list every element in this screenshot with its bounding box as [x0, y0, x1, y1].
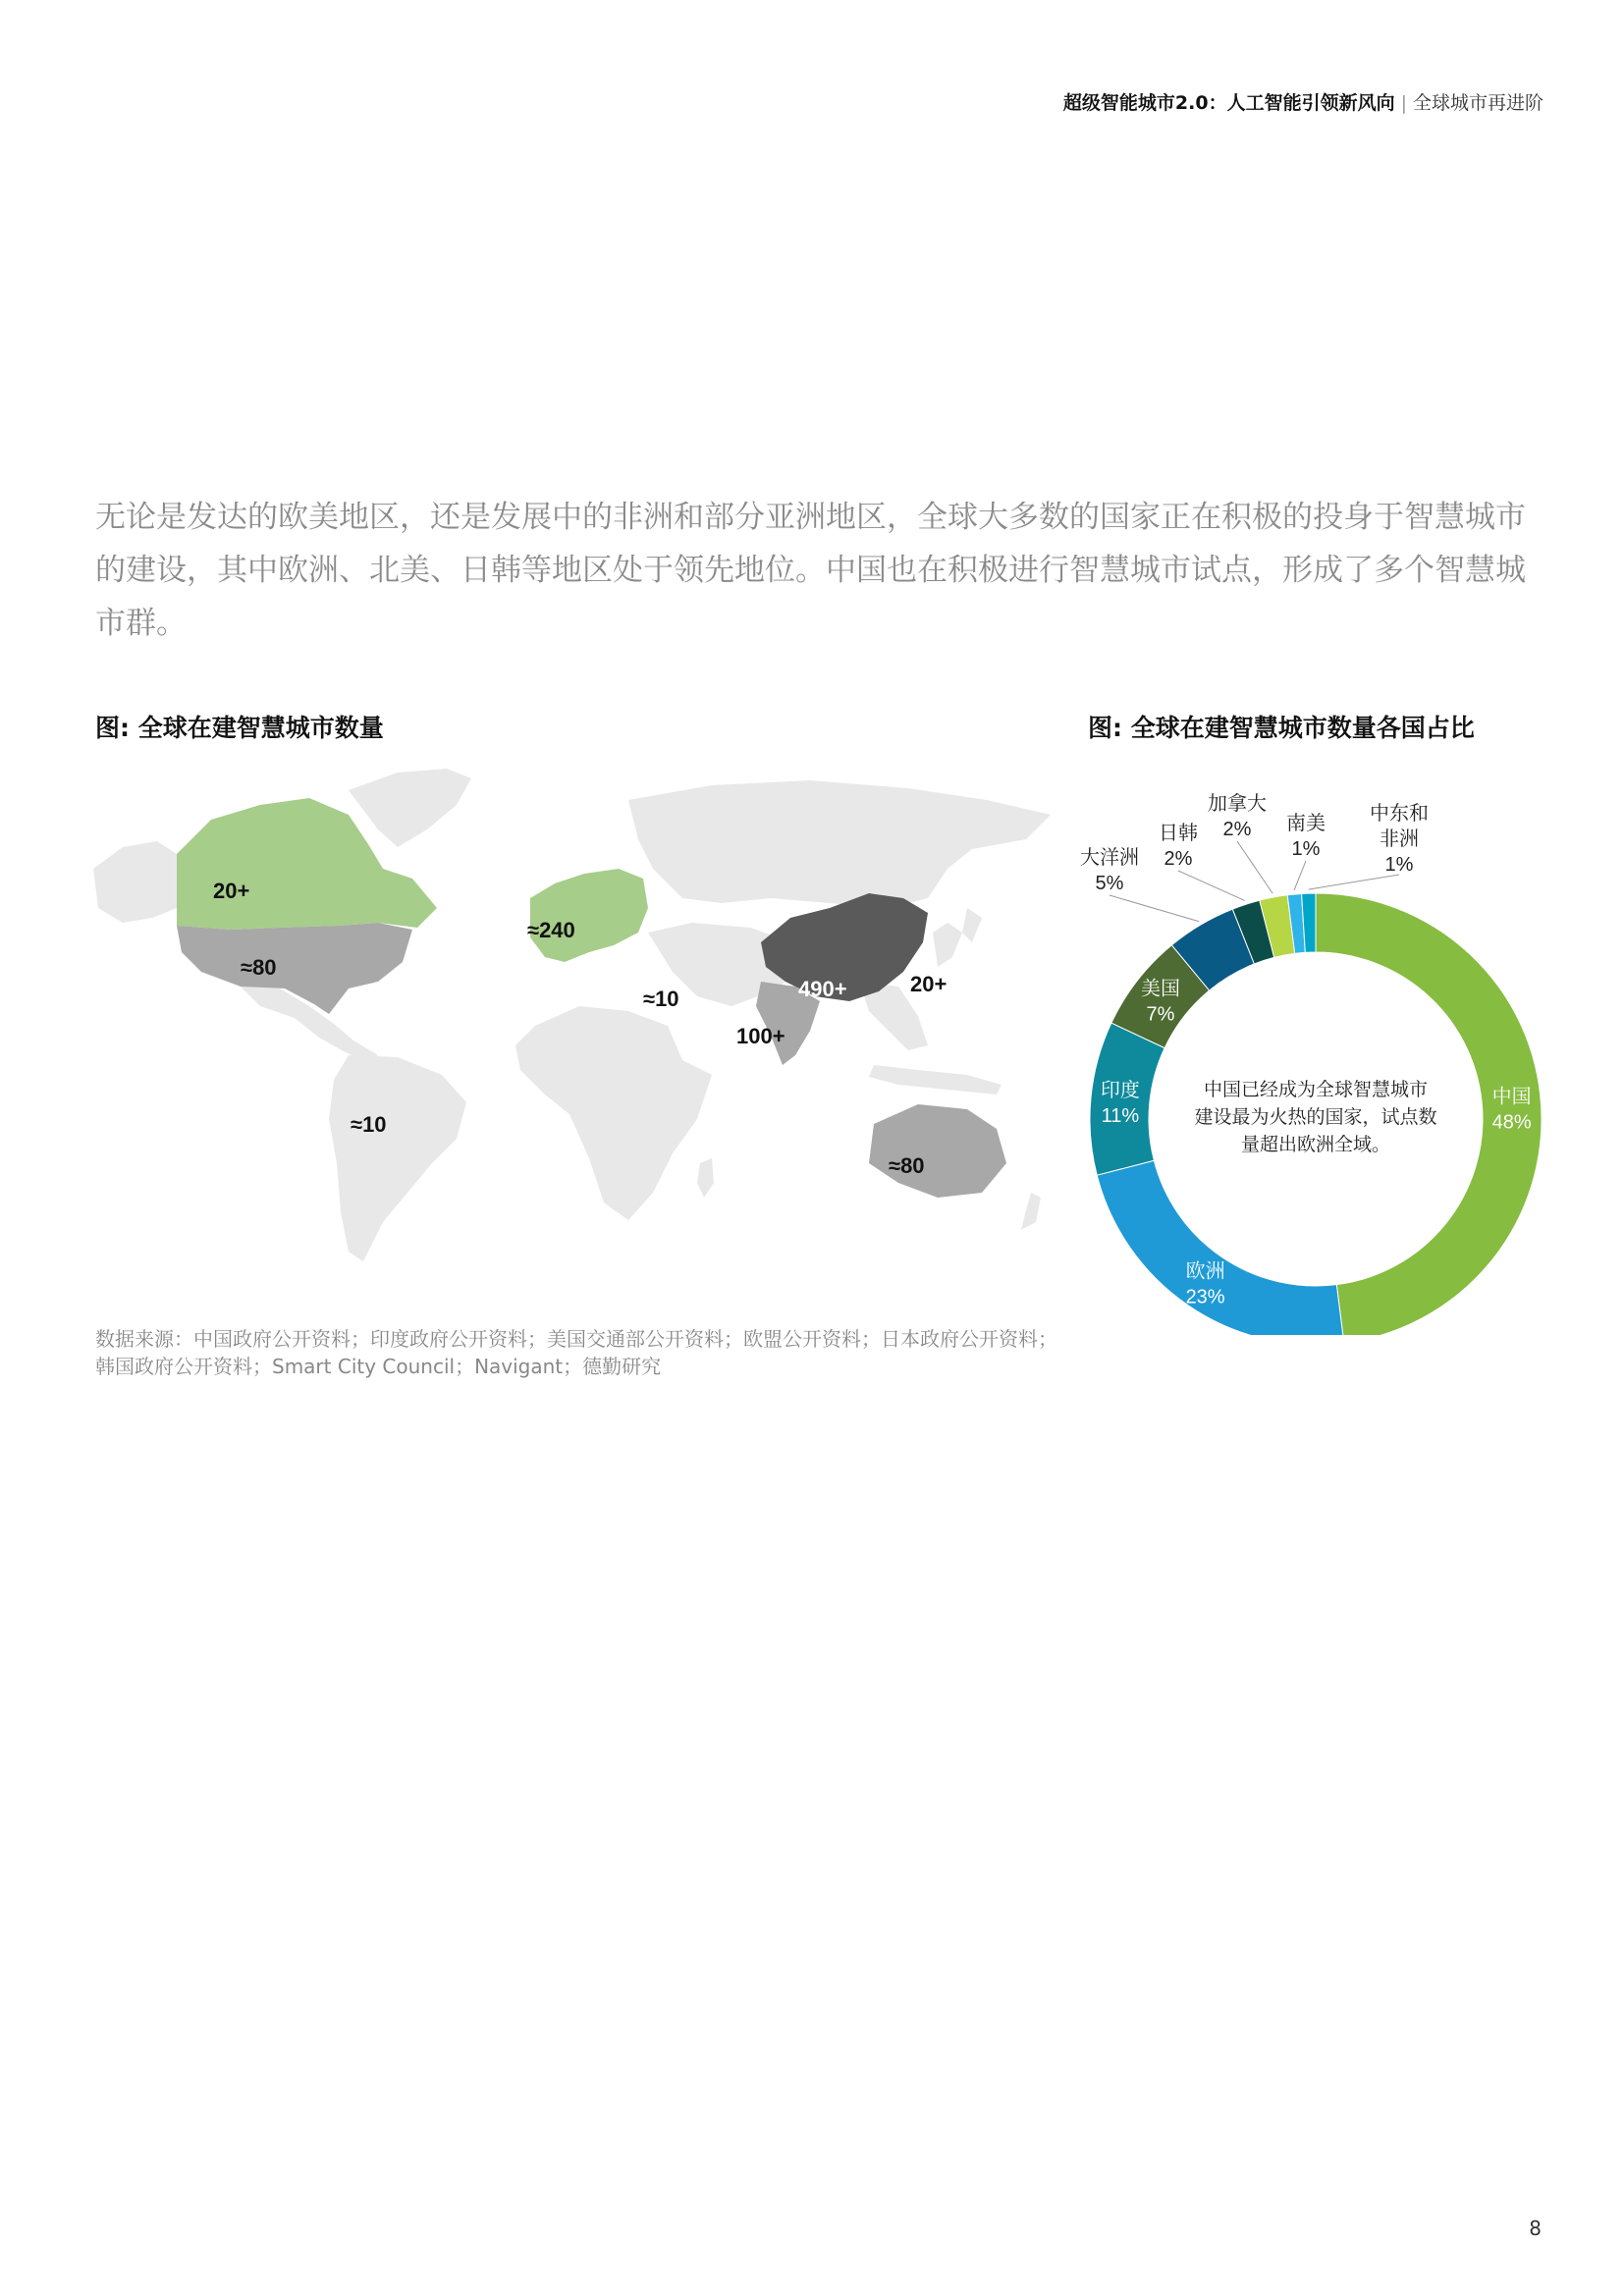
- map-label-australia: ≈80: [889, 1153, 925, 1178]
- donut-label: 印度 11%: [1100, 1080, 1140, 1128]
- donut-leader-line: [1178, 871, 1245, 900]
- australia-shape: [869, 1104, 1006, 1198]
- alaska-shape: [93, 841, 177, 923]
- world-map: [83, 761, 1075, 1276]
- donut-center-line-2: 建设最为火热的国家，试点数: [1194, 1107, 1437, 1128]
- header-section-title: 全球城市再进阶: [1412, 92, 1543, 114]
- donut-label: 大洋洲 5%: [1080, 847, 1139, 894]
- data-source-note: 数据来源：中国政府公开资料；印度政府公开资料；美国交通部公开资料；欧盟公开资料；日本政府公开资料；韩国政府公开资料；Smart City Council；Navigant；德勤研究: [95, 1327, 1057, 1378]
- donut-label: 欧洲 23%: [1185, 1260, 1225, 1308]
- north-asia-shape: [628, 780, 1051, 908]
- map-figure-title: 图: 全球在建智慧城市数量: [95, 714, 384, 742]
- page-number: 8: [1529, 2216, 1542, 2240]
- map-label-europe: ≈240: [527, 918, 575, 942]
- donut-center-line-3: 量超出欧洲全域。: [1240, 1135, 1391, 1155]
- map-label-middle-east: ≈10: [643, 987, 679, 1011]
- africa-shape: [515, 1006, 712, 1220]
- donut-label: 中国 48%: [1491, 1086, 1532, 1134]
- donut-label: 加拿大 2%: [1208, 793, 1267, 840]
- donut-center-text: [1194, 1079, 1436, 1155]
- donut-chart: [1070, 746, 1581, 1335]
- map-label-india: 100+: [736, 1024, 785, 1048]
- map-label-south-america: ≈10: [351, 1112, 387, 1137]
- donut-center-line-1: 中国已经成为全球智慧城市: [1203, 1080, 1429, 1100]
- donut-label: 美国 7%: [1140, 978, 1180, 1026]
- map-label-canada: 20+: [213, 879, 250, 903]
- intro-paragraph: 无论是发达的欧美地区，还是发展中的非洲和部分亚洲地区，全球大多数的国家正在积极的投身于智慧城市的建设，其中欧洲、北美、日韩等地区处于领先地位。中国也在积极进行智慧城市试点，形成了多个智慧城市群。: [95, 500, 1526, 641]
- europe-shape: [530, 869, 648, 962]
- new-zealand-shape: [1021, 1193, 1041, 1230]
- map-label-china: 490+: [798, 977, 847, 1001]
- japan-korea-shape: [933, 908, 982, 967]
- donut-leader-line: [1309, 875, 1399, 889]
- madagascar-shape: [697, 1158, 714, 1198]
- map-label-japan-korea: 20+: [910, 972, 947, 996]
- south-america-shape: [329, 1055, 466, 1261]
- donut-leader-line: [1110, 895, 1199, 922]
- donut-label: 日韩 2%: [1159, 823, 1198, 870]
- donut-leader-line: [1294, 861, 1306, 890]
- header-separator: |: [1400, 92, 1407, 114]
- map-label-usa: ≈80: [241, 955, 277, 980]
- donut-slice: [1097, 1160, 1344, 1335]
- donut-label: 南美 1%: [1286, 813, 1326, 860]
- donut-label: 中东和非洲 1%: [1370, 803, 1429, 876]
- donut-figure-title: 图: 全球在建智慧城市数量各国占比: [1088, 714, 1475, 742]
- donut-leader-line: [1237, 841, 1272, 893]
- header-report-title: 超级智能城市2.0：人工智能引领新风向: [1062, 92, 1395, 114]
- indonesia-shape: [869, 1065, 1001, 1095]
- running-header: [1063, 88, 1543, 115]
- greenland-shape: [349, 769, 471, 847]
